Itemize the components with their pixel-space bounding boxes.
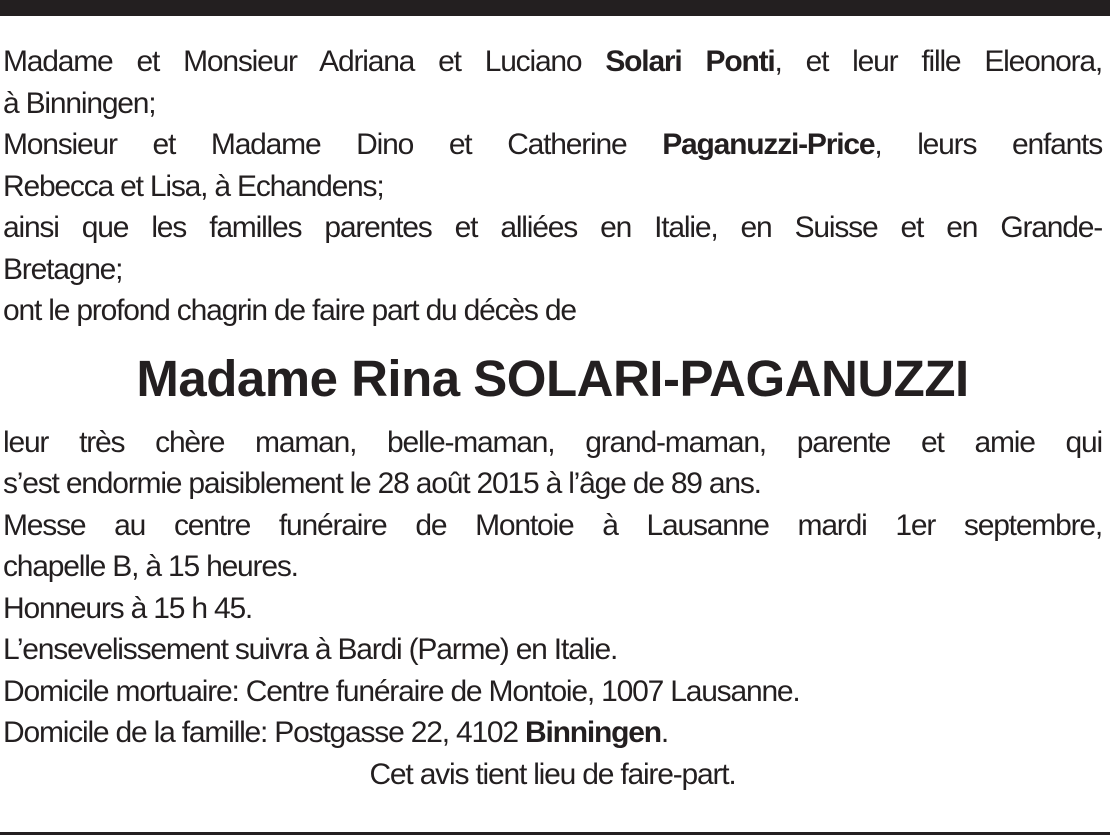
bottom-border-rule — [0, 832, 1110, 835]
announcer-line-4: Rebecca et Lisa, à Echandens; — [3, 169, 384, 203]
announcer-line-6: Bretagne; — [3, 252, 123, 286]
obituary-notice — [3, 41, 1102, 795]
footer-note: Cet avis tient lieu de faire-part. — [369, 757, 736, 791]
detail-line-4: chapelle B, à 15 heures. — [3, 550, 298, 583]
announcer-line-5: ainsi que les familles parentes et alliées en Italie, en Suisse et en Grande- — [3, 211, 1102, 244]
announcer-text: , et leur fille Eleonora, — [774, 45, 1102, 78]
announcer-line-7: ont le profond chagrin de faire part du décès de — [3, 294, 576, 327]
announcer-line-1 — [3, 41, 1102, 83]
detail-line-5: Honneurs à 15 h 45. — [3, 591, 253, 625]
detail-line-1: leur très chère maman, belle-maman, grand-maman, parente et amie qui — [3, 425, 1102, 459]
deceased-name-heading: Madame Rina SOLARI-PAGANUZZI — [136, 349, 969, 407]
detail-line-7: Domicile mortuaire: Centre funéraire de Montoie, 1007 Lausanne. — [3, 674, 800, 708]
announcer-line-2: à Binningen; — [3, 86, 156, 120]
announcer-text: Madame et Monsieur Adriana et Luciano — [3, 45, 582, 78]
family-name-solari-ponti: Solari Ponti — [605, 45, 775, 78]
announcer-text: Monsieur et Madame Dino et Catherine — [3, 128, 627, 161]
detail-line-8 — [3, 712, 1102, 754]
detail-text: Domicile de la famille: Postgasse 22, 4102 — [3, 716, 518, 749]
detail-line-2: s’est endormie paisiblement le 28 août 2015 à l’âge de 89 ans. — [3, 467, 761, 500]
detail-text: . — [660, 716, 669, 749]
detail-line-6: L’ensevelissement suivra à Bardi (Parme) en Italie. — [3, 633, 618, 666]
top-border-rule — [0, 0, 1110, 16]
announcer-line-3 — [3, 124, 1102, 166]
family-name-paganuzzi-price: Paganuzzi-Price — [662, 128, 875, 161]
town-name-binningen: Binningen — [525, 716, 661, 749]
detail-line-3: Messe au centre funéraire de Montoie à Lausanne mardi 1er septembre, — [3, 508, 1102, 542]
announcer-text: , leurs enfants — [874, 128, 1102, 161]
